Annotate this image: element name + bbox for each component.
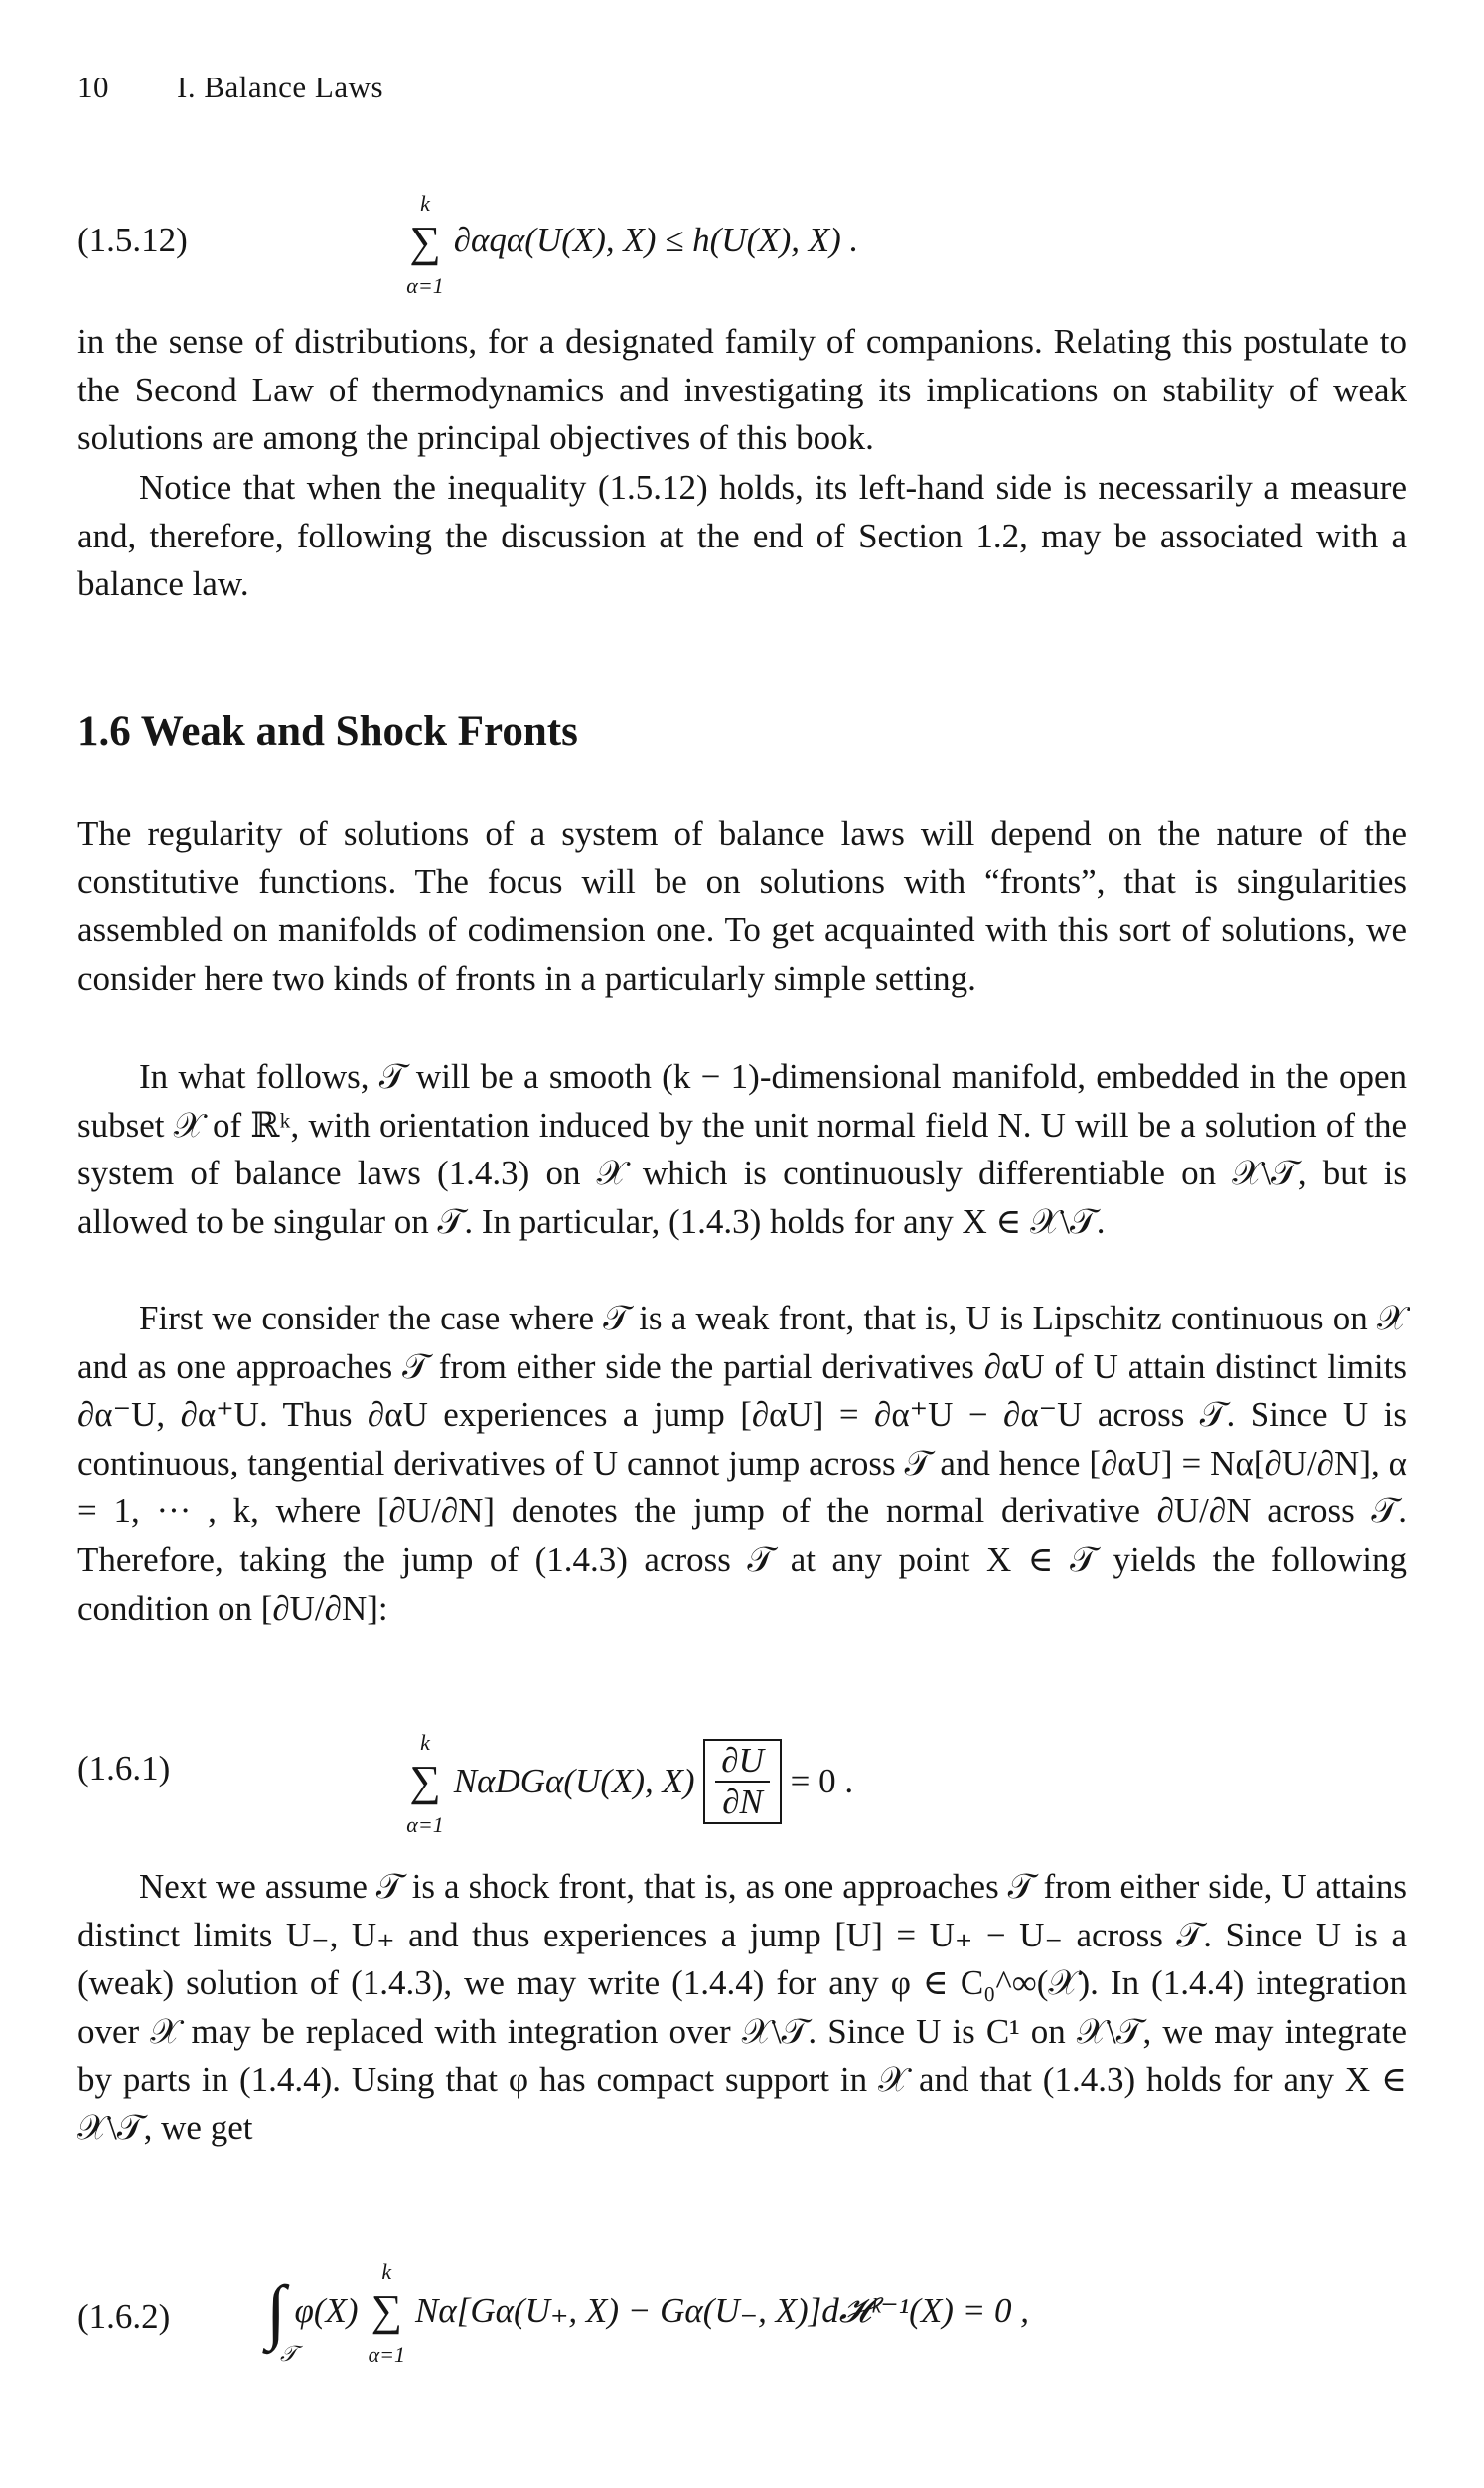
equation-lhs: NαDGα(U(X), X) bbox=[453, 1762, 695, 1800]
integral-sign: ∫ 𝒯 bbox=[266, 2271, 297, 2366]
fraction-numerator: ∂U bbox=[715, 1741, 770, 1783]
sum-operator: k ∑ α=1 bbox=[367, 2289, 406, 2334]
sum-upper-limit: k bbox=[420, 1729, 430, 1755]
equation-body bbox=[405, 1729, 854, 1837]
equation-number: (1.6.1) bbox=[77, 1749, 171, 1788]
equation-expression: ∂αqα(U(X), X) ≤ h(U(X), X) . bbox=[453, 221, 859, 259]
paragraph: in the sense of distributions, for a designated family of companions. Relating this postulate to the Second Law of thermodynamics and investigating its implications on stability of weak solutions are among the principal objectives of this book. bbox=[77, 322, 1407, 458]
chapter-title: I. Balance Laws bbox=[177, 70, 384, 104]
sum-operator: k ∑ α=1 bbox=[405, 221, 445, 265]
equation-1-5-12 bbox=[77, 191, 1424, 299]
equation-number: (1.5.12) bbox=[77, 221, 188, 259]
equation-1-6-2 bbox=[77, 2258, 1424, 2375]
fraction bbox=[715, 1741, 770, 1822]
integrand-factor: φ(X) bbox=[294, 2291, 359, 2330]
equation-number: (1.6.2) bbox=[77, 2297, 171, 2336]
jump-bracket bbox=[703, 1739, 782, 1824]
sum-upper-limit: k bbox=[381, 2258, 392, 2284]
paragraph: Next we assume 𝒯 is a shock front, that is, as one approaches 𝒯 from either side, U attains distinct limits U₋, U₊ and thus experiences a jump [U] = U₊ − U₋ across 𝒯. Since U is a (weak) solution of (1.4.3), we may write (1.4.4) for any φ ∈ C₀^∞(𝒳). In (1.4.4) integration over 𝒳 may be replaced with integration over 𝒳\𝒯. Since U is C¹ on 𝒳\𝒯, we may integrate by parts in (1.4.4). Using that φ has compact support in 𝒳 and that (1.4.3) holds for any X ∈ 𝒳\𝒯, we get bbox=[77, 1867, 1407, 2147]
paragraph: Notice that when the inequality (1.5.12) holds, its left-hand side is necessarily a measure and, therefore, following the discussion at the end of Section 1.2, may be associated with a balance law. bbox=[77, 468, 1407, 604]
sum-lower-limit: α=1 bbox=[368, 2341, 405, 2367]
paragraph: In what follows, 𝒯 will be a smooth (k − 1)-dimensional manifold, embedded in the open subset 𝒳 of ℝᵏ, with orientation induced by the unit normal field N. U will be a solution of the system of balance laws (1.4.3) on 𝒳 which is continuously differentiable on 𝒳\𝒯, but is allowed to be singular on 𝒯. In particular, (1.4.3) holds for any X ∈ 𝒳\𝒯. bbox=[77, 1057, 1407, 1241]
sum-lower-limit: α=1 bbox=[406, 1811, 444, 1837]
sum-lower-limit: α=1 bbox=[406, 273, 444, 299]
paragraph: The regularity of solutions of a system of balance laws will depend on the nature of the constitutive functions. The focus will be on solutions with “fronts”, that is singularities assembled on manifolds of codimension one. To get acquainted with this sort of solutions, we consider here two kinds of fronts in a particularly simple setting. bbox=[77, 814, 1407, 998]
equation-body bbox=[405, 191, 859, 299]
integrand-expression: Nα[Gα(U₊, X) − Gα(U₋, X)]d𝓗ᵏ⁻¹(X) = 0 , bbox=[415, 2291, 1029, 2330]
paragraph: First we consider the case where 𝒯 is a weak front, that is, U is Lipschitz continuous on 𝒳 and as one approaches 𝒯 from either side the partial derivatives ∂αU of U attain distinct limits ∂α⁻U, ∂α⁺U. Thus ∂αU experiences a jump [∂αU] = ∂α⁺U − ∂α⁻U across 𝒯. Since U is continuous, tangential derivatives of U cannot jump across 𝒯 and hence [∂αU] = Nα[∂U/∂N], α = 1, ··· , k, where [∂U/∂N] denotes the jump of the normal derivative ∂U/∂N across 𝒯. Therefore, taking the jump of (1.4.3) across 𝒯 at any point X ∈ 𝒯 yields the following condition on [∂U/∂N]: bbox=[77, 1299, 1407, 1628]
equation-1-6-1 bbox=[77, 1729, 1424, 1837]
sum-upper-limit: k bbox=[420, 191, 430, 217]
section-title: 1.6 Weak and Shock Fronts bbox=[77, 708, 578, 755]
integral-domain: 𝒯 bbox=[280, 2341, 297, 2366]
page-number: 10 bbox=[77, 70, 109, 104]
equation-body bbox=[266, 2258, 1029, 2367]
fraction-denominator: ∂N bbox=[722, 1783, 763, 1821]
sum-operator: k ∑ α=1 bbox=[405, 1760, 445, 1804]
running-head bbox=[77, 70, 383, 105]
equation-rhs: = 0 . bbox=[790, 1762, 854, 1800]
